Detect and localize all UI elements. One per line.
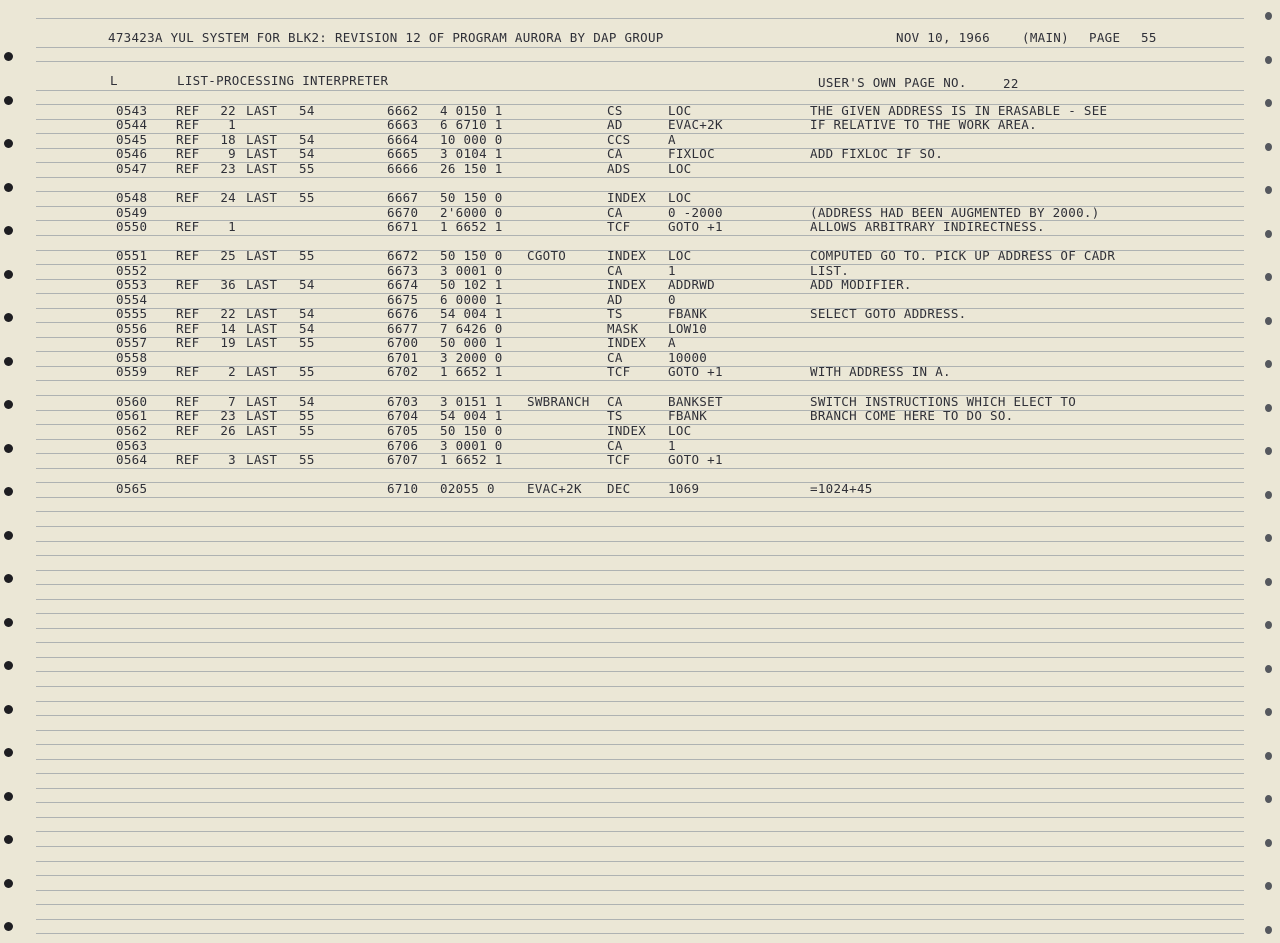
row-operand: GOTO +1: [668, 364, 723, 379]
row-seq: 0550: [116, 219, 148, 234]
feed-hole: [4, 96, 13, 105]
row-refnum: 1: [228, 219, 236, 234]
row-operand: FBANK: [668, 306, 708, 321]
row-operand: A: [668, 335, 676, 350]
row-pg: 55: [299, 408, 315, 423]
row-word: 6 0000 1: [440, 292, 503, 307]
row-refnum: 22: [220, 306, 236, 321]
row-op: AD: [607, 292, 623, 307]
ruled-line: [36, 439, 1244, 440]
feed-hole: [1265, 404, 1272, 412]
row-pg: 55: [299, 190, 315, 205]
row-ref: REF: [176, 190, 200, 205]
row-last: LAST: [246, 321, 278, 336]
row-word: 1 6652 1: [440, 364, 503, 379]
row-pg: 54: [299, 132, 315, 147]
row-operand: 0: [668, 292, 676, 307]
row-seq: 0551: [116, 248, 148, 263]
row-last: LAST: [246, 132, 278, 147]
row-operand: 0 -2000: [668, 205, 723, 220]
row-last: LAST: [246, 306, 278, 321]
ruled-line: [36, 511, 1244, 512]
row-seq: 0553: [116, 277, 148, 292]
feed-hole: [1265, 317, 1272, 325]
row-addr: 6675: [387, 292, 419, 307]
ruled-line: [36, 701, 1244, 702]
ruled-line: [36, 817, 1244, 818]
row-word: 2'6000 0: [440, 205, 503, 220]
row-pg: 55: [299, 161, 315, 176]
row-seq: 0562: [116, 423, 148, 438]
ruled-line: [36, 628, 1244, 629]
row-word: 3 0104 1: [440, 146, 503, 161]
feed-hole: [4, 357, 13, 366]
row-comment: =1024+45: [810, 481, 873, 496]
row-refnum: 1: [228, 117, 236, 132]
feed-hole: [1265, 143, 1272, 151]
ruled-line: [36, 47, 1244, 48]
row-word: 1 6652 1: [440, 452, 503, 467]
row-addr: 6702: [387, 364, 419, 379]
row-ref: REF: [176, 408, 200, 423]
row-comment: ADD FIXLOC IF SO.: [810, 146, 944, 161]
feed-hole: [4, 618, 13, 627]
row-refnum: 19: [220, 335, 236, 350]
row-word: 4 0150 1: [440, 103, 503, 118]
row-seq: 0549: [116, 205, 148, 220]
row-last: LAST: [246, 335, 278, 350]
feed-hole: [4, 444, 13, 453]
row-op: CA: [607, 438, 623, 453]
page-number: 55: [1141, 30, 1157, 45]
ruled-line: [36, 861, 1244, 862]
row-refnum: 18: [220, 132, 236, 147]
row-op: TS: [607, 306, 623, 321]
row-operand: GOTO +1: [668, 219, 723, 234]
row-word: 50 150 0: [440, 248, 503, 263]
ruled-line: [36, 90, 1244, 91]
row-ref: REF: [176, 146, 200, 161]
row-seq: 0545: [116, 132, 148, 147]
listing-header-title: 473423A YUL SYSTEM FOR BLK2: REVISION 12 OF PROGRAM AURORA BY DAP GROUP: [108, 30, 664, 45]
row-addr: 6706: [387, 438, 419, 453]
feed-hole: [4, 661, 13, 670]
row-word: 1 6652 1: [440, 219, 503, 234]
row-addr: 6674: [387, 277, 419, 292]
row-seq: 0556: [116, 321, 148, 336]
row-refnum: 36: [220, 277, 236, 292]
feed-hole: [1265, 12, 1272, 20]
row-op: INDEX: [607, 335, 647, 350]
feed-hole: [1265, 491, 1272, 499]
row-ref: REF: [176, 335, 200, 350]
row-operand: LOC: [668, 103, 692, 118]
row-op: TS: [607, 408, 623, 423]
row-operand: GOTO +1: [668, 452, 723, 467]
row-seq: 0561: [116, 408, 148, 423]
row-seq: 0543: [116, 103, 148, 118]
row-addr: 6705: [387, 423, 419, 438]
row-word: 54 004 1: [440, 408, 503, 423]
ruled-line: [36, 933, 1244, 934]
row-seq: 0555: [116, 306, 148, 321]
row-seq: 0563: [116, 438, 148, 453]
row-last: LAST: [246, 364, 278, 379]
row-addr: 6707: [387, 452, 419, 467]
feed-hole: [4, 531, 13, 540]
ruled-line: [36, 61, 1244, 62]
ruled-line: [36, 293, 1244, 294]
row-ref: REF: [176, 117, 200, 132]
row-operand: LOC: [668, 161, 692, 176]
row-seq: 0554: [116, 292, 148, 307]
row-ref: REF: [176, 161, 200, 176]
feed-hole: [1265, 752, 1272, 760]
row-addr: 6710: [387, 481, 419, 496]
row-pg: 55: [299, 423, 315, 438]
row-pg: 54: [299, 306, 315, 321]
row-pg: 55: [299, 452, 315, 467]
row-ref: REF: [176, 219, 200, 234]
row-word: 50 000 1: [440, 335, 503, 350]
row-last: LAST: [246, 146, 278, 161]
feed-hole: [1265, 882, 1272, 890]
row-seq: 0548: [116, 190, 148, 205]
row-comment: COMPUTED GO TO. PICK UP ADDRESS OF CADR: [810, 248, 1116, 263]
row-addr: 6670: [387, 205, 419, 220]
row-op: CS: [607, 103, 623, 118]
row-op: AD: [607, 117, 623, 132]
row-op: CA: [607, 146, 623, 161]
row-pg: 55: [299, 335, 315, 350]
ruled-line: [36, 570, 1244, 571]
row-addr: 6701: [387, 350, 419, 365]
ruled-line: [36, 541, 1244, 542]
row-seq: 0557: [116, 335, 148, 350]
row-refnum: 25: [220, 248, 236, 263]
log-section-title: LIST-PROCESSING INTERPRETER: [177, 73, 389, 88]
row-addr: 6671: [387, 219, 419, 234]
row-operand: 1069: [668, 481, 700, 496]
row-word: 54 004 1: [440, 306, 503, 321]
ruled-line: [36, 264, 1244, 265]
row-ref: REF: [176, 306, 200, 321]
ruled-line: [36, 744, 1244, 745]
row-op: INDEX: [607, 248, 647, 263]
row-refnum: 3: [228, 452, 236, 467]
row-ref: REF: [176, 423, 200, 438]
feed-hole: [4, 835, 13, 844]
row-seq: 0564: [116, 452, 148, 467]
row-ref: REF: [176, 364, 200, 379]
row-last: LAST: [246, 394, 278, 409]
feed-hole: [4, 879, 13, 888]
feed-hole: [4, 792, 13, 801]
row-ref: REF: [176, 103, 200, 118]
row-last: LAST: [246, 277, 278, 292]
row-operand: BANKSET: [668, 394, 723, 409]
ruled-line: [36, 177, 1244, 178]
row-seq: 0546: [116, 146, 148, 161]
row-seq: 0544: [116, 117, 148, 132]
feed-hole: [1265, 99, 1272, 107]
row-pg: 55: [299, 364, 315, 379]
ruled-line: [36, 890, 1244, 891]
row-op: MASK: [607, 321, 639, 336]
ruled-line: [36, 831, 1244, 832]
row-last: LAST: [246, 408, 278, 423]
row-pg: 54: [299, 146, 315, 161]
row-addr: 6667: [387, 190, 419, 205]
row-op: CA: [607, 263, 623, 278]
feed-hole: [4, 313, 13, 322]
feed-hole: [4, 487, 13, 496]
row-last: LAST: [246, 423, 278, 438]
ruled-line: [36, 846, 1244, 847]
row-operand: 1: [668, 438, 676, 453]
row-op: INDEX: [607, 423, 647, 438]
ruled-line: [36, 482, 1244, 483]
row-word: 50 102 1: [440, 277, 503, 292]
row-word: 3 0001 0: [440, 263, 503, 278]
row-word: 10 000 0: [440, 132, 503, 147]
feed-hole: [4, 574, 13, 583]
feed-hole: [1265, 839, 1272, 847]
users-page-label: USER'S OWN PAGE NO.: [818, 75, 967, 90]
row-addr: 6662: [387, 103, 419, 118]
ruled-line: [36, 715, 1244, 716]
feed-hole: [1265, 56, 1272, 64]
row-ref: REF: [176, 132, 200, 147]
row-comment: SWITCH INSTRUCTIONS WHICH ELECT TO: [810, 394, 1077, 409]
row-ref: REF: [176, 248, 200, 263]
row-op: ADS: [607, 161, 631, 176]
ruled-line: [36, 497, 1244, 498]
row-word: 3 0001 0: [440, 438, 503, 453]
feed-hole: [1265, 273, 1272, 281]
ruled-line: [36, 671, 1244, 672]
row-addr: 6677: [387, 321, 419, 336]
row-addr: 6676: [387, 306, 419, 321]
row-pg: 54: [299, 394, 315, 409]
row-ref: REF: [176, 277, 200, 292]
row-seq: 0552: [116, 263, 148, 278]
feed-hole: [1265, 708, 1272, 716]
row-addr: 6663: [387, 117, 419, 132]
row-label: SWBRANCH: [527, 394, 590, 409]
feed-hole: [1265, 534, 1272, 542]
row-comment: BRANCH COME HERE TO DO SO.: [810, 408, 1014, 423]
row-operand: LOW10: [668, 321, 708, 336]
feed-hole: [4, 922, 13, 931]
listing-date: NOV 10, 1966: [896, 30, 990, 45]
row-op: INDEX: [607, 190, 647, 205]
row-seq: 0547: [116, 161, 148, 176]
row-op: DEC: [607, 481, 631, 496]
row-op: CCS: [607, 132, 631, 147]
ruled-line: [36, 526, 1244, 527]
row-op: INDEX: [607, 277, 647, 292]
row-operand: FBANK: [668, 408, 708, 423]
row-refnum: 7: [228, 394, 236, 409]
row-word: 3 0151 1: [440, 394, 503, 409]
row-refnum: 24: [220, 190, 236, 205]
row-addr: 6703: [387, 394, 419, 409]
listing-section: (MAIN): [1022, 30, 1069, 45]
row-operand: 1: [668, 263, 676, 278]
row-label: EVAC+2K: [527, 481, 582, 496]
row-operand: A: [668, 132, 676, 147]
feed-hole: [4, 705, 13, 714]
feed-hole: [1265, 447, 1272, 455]
ruled-line: [36, 642, 1244, 643]
feed-hole: [1265, 186, 1272, 194]
row-pg: 55: [299, 248, 315, 263]
row-comment: ADD MODIFIER.: [810, 277, 912, 292]
row-refnum: 9: [228, 146, 236, 161]
row-last: LAST: [246, 452, 278, 467]
row-refnum: 26: [220, 423, 236, 438]
row-word: 3 2000 0: [440, 350, 503, 365]
ruled-line: [36, 875, 1244, 876]
row-word: 6 6710 1: [440, 117, 503, 132]
feed-hole: [4, 52, 13, 61]
ruled-line: [36, 351, 1244, 352]
row-seq: 0560: [116, 394, 148, 409]
row-addr: 6665: [387, 146, 419, 161]
row-comment: THE GIVEN ADDRESS IS IN ERASABLE - SEE: [810, 103, 1108, 118]
row-ref: REF: [176, 321, 200, 336]
ruled-line: [36, 802, 1244, 803]
ruled-line: [36, 657, 1244, 658]
ruled-line: [36, 919, 1244, 920]
feed-hole: [4, 139, 13, 148]
row-refnum: 23: [220, 408, 236, 423]
ruled-line: [36, 904, 1244, 905]
row-operand: LOC: [668, 248, 692, 263]
row-word: 26 150 1: [440, 161, 503, 176]
row-addr: 6673: [387, 263, 419, 278]
row-refnum: 14: [220, 321, 236, 336]
row-pg: 54: [299, 321, 315, 336]
ruled-line: [36, 788, 1244, 789]
feed-hole: [4, 270, 13, 279]
feed-hole: [4, 183, 13, 192]
row-last: LAST: [246, 161, 278, 176]
row-seq: 0559: [116, 364, 148, 379]
ruled-line: [36, 235, 1244, 236]
row-seq: 0558: [116, 350, 148, 365]
feed-hole: [1265, 578, 1272, 586]
row-operand: LOC: [668, 190, 692, 205]
ruled-line: [36, 380, 1244, 381]
row-last: LAST: [246, 248, 278, 263]
ruled-line: [36, 584, 1244, 585]
row-addr: 6700: [387, 335, 419, 350]
feed-hole: [1265, 665, 1272, 673]
row-word: 50 150 0: [440, 423, 503, 438]
row-ref: REF: [176, 394, 200, 409]
feed-hole: [1265, 621, 1272, 629]
row-addr: 6672: [387, 248, 419, 263]
row-operand: LOC: [668, 423, 692, 438]
ruled-line: [36, 18, 1244, 19]
feed-hole: [1265, 360, 1272, 368]
page-label: PAGE: [1089, 30, 1121, 45]
row-comment: WITH ADDRESS IN A.: [810, 364, 951, 379]
row-comment: IF RELATIVE TO THE WORK AREA.: [810, 117, 1037, 132]
row-label: CGOTO: [527, 248, 567, 263]
row-refnum: 2: [228, 364, 236, 379]
feed-hole: [4, 748, 13, 757]
ruled-line: [36, 599, 1244, 600]
row-addr: 6664: [387, 132, 419, 147]
row-word: 50 150 0: [440, 190, 503, 205]
row-operand: FIXLOC: [668, 146, 715, 161]
row-op: CA: [607, 350, 623, 365]
ruled-line: [36, 686, 1244, 687]
ruled-line: [36, 555, 1244, 556]
row-op: TCF: [607, 452, 631, 467]
feed-hole: [1265, 926, 1272, 934]
row-word: 02055 0: [440, 481, 495, 496]
row-refnum: 22: [220, 103, 236, 118]
row-comment: (ADDRESS HAD BEEN AUGMENTED BY 2000.): [810, 205, 1100, 220]
row-op: TCF: [607, 219, 631, 234]
row-operand: EVAC+2K: [668, 117, 723, 132]
ruled-line: [36, 730, 1244, 731]
row-op: CA: [607, 394, 623, 409]
feed-hole: [4, 400, 13, 409]
row-addr: 6704: [387, 408, 419, 423]
row-op: TCF: [607, 364, 631, 379]
feed-hole: [1265, 230, 1272, 238]
row-op: CA: [607, 205, 623, 220]
log-section-marker: L: [110, 73, 118, 88]
feed-hole: [4, 226, 13, 235]
row-operand: 10000: [668, 350, 708, 365]
ruled-line: [36, 773, 1244, 774]
row-pg: 54: [299, 277, 315, 292]
row-ref: REF: [176, 452, 200, 467]
row-refnum: 23: [220, 161, 236, 176]
row-operand: ADDRWD: [668, 277, 715, 292]
feed-hole: [1265, 795, 1272, 803]
row-last: LAST: [246, 103, 278, 118]
users-page-number: 22: [1003, 76, 1019, 91]
row-comment: LIST.: [810, 263, 850, 278]
row-last: LAST: [246, 190, 278, 205]
ruled-line: [36, 468, 1244, 469]
row-word: 7 6426 0: [440, 321, 503, 336]
ruled-line: [36, 759, 1244, 760]
row-comment: ALLOWS ARBITRARY INDIRECTNESS.: [810, 219, 1045, 234]
ruled-line: [36, 613, 1244, 614]
row-comment: SELECT GOTO ADDRESS.: [810, 306, 967, 321]
row-seq: 0565: [116, 481, 148, 496]
row-addr: 6666: [387, 161, 419, 176]
row-pg: 54: [299, 103, 315, 118]
